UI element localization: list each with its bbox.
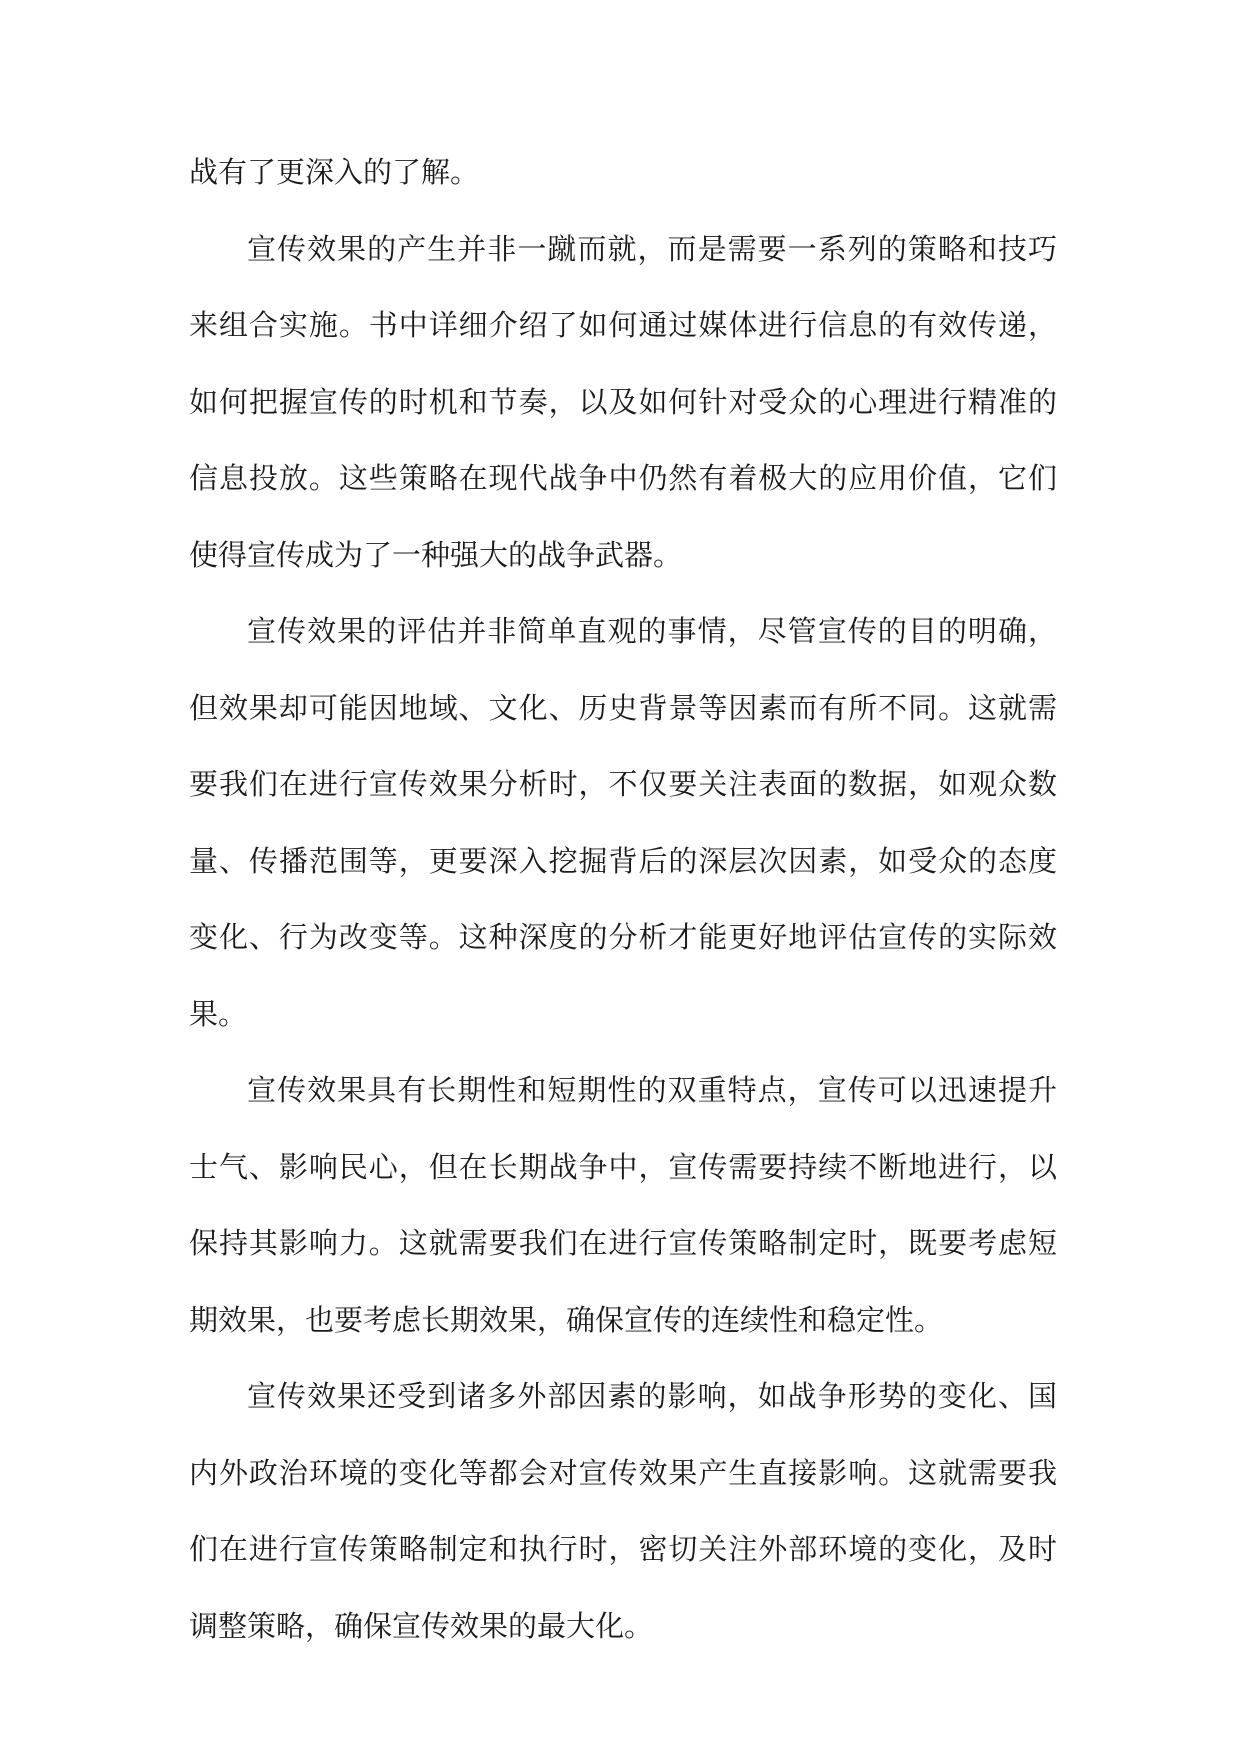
document-body [189, 134, 1057, 1664]
paragraph-external-factors: 宣传效果还受到诸多外部因素的影响，如战争形势的变化、国内外政治环境的变化等都会对宣传效果产生直接影响。这就需要我们在进行宣传策略制定和执行时，密切关注外部环境的变化，及时调整策略，确保宣传效果的最大化。 [189, 1379, 1057, 1643]
paragraph-continuation: 战有了更深入的了解。 [189, 155, 480, 189]
paragraph-evaluation: 宣传效果的评估并非简单直观的事情，尽管宣传的目的明确，但效果却可能因地域、文化、历史背景等因素而有所不同。这就需要我们在进行宣传效果分析时，不仅要关注表面的数据，如观众数量、传播范围等，更要深入挖掘背后的深层次因素，如受众的态度变化、行为改变等。这种深度的分析才能更好地评估宣传的实际效果。 [189, 614, 1057, 1031]
paragraph-strategies: 宣传效果的产生并非一蹴而就，而是需要一系列的策略和技巧来组合实施。书中详细介绍了如何通过媒体进行信息的有效传递，如何把握宣传的时机和节奏，以及如何针对受众的心理进行精准的信息投放。这些策略在现代战争中仍然有着极大的应用价值，它们使得宣传成为了一种强大的战争武器。 [189, 231, 1057, 572]
paragraph-long-short-term: 宣传效果具有长期性和短期性的双重特点，宣传可以迅速提升士气、影响民心，但在长期战争中，宣传需要持续不断地进行，以保持其影响力。这就需要我们在进行宣传策略制定时，既要考虑短期效果，也要考虑长期效果，确保宣传的连续性和稳定性。 [189, 1073, 1057, 1337]
